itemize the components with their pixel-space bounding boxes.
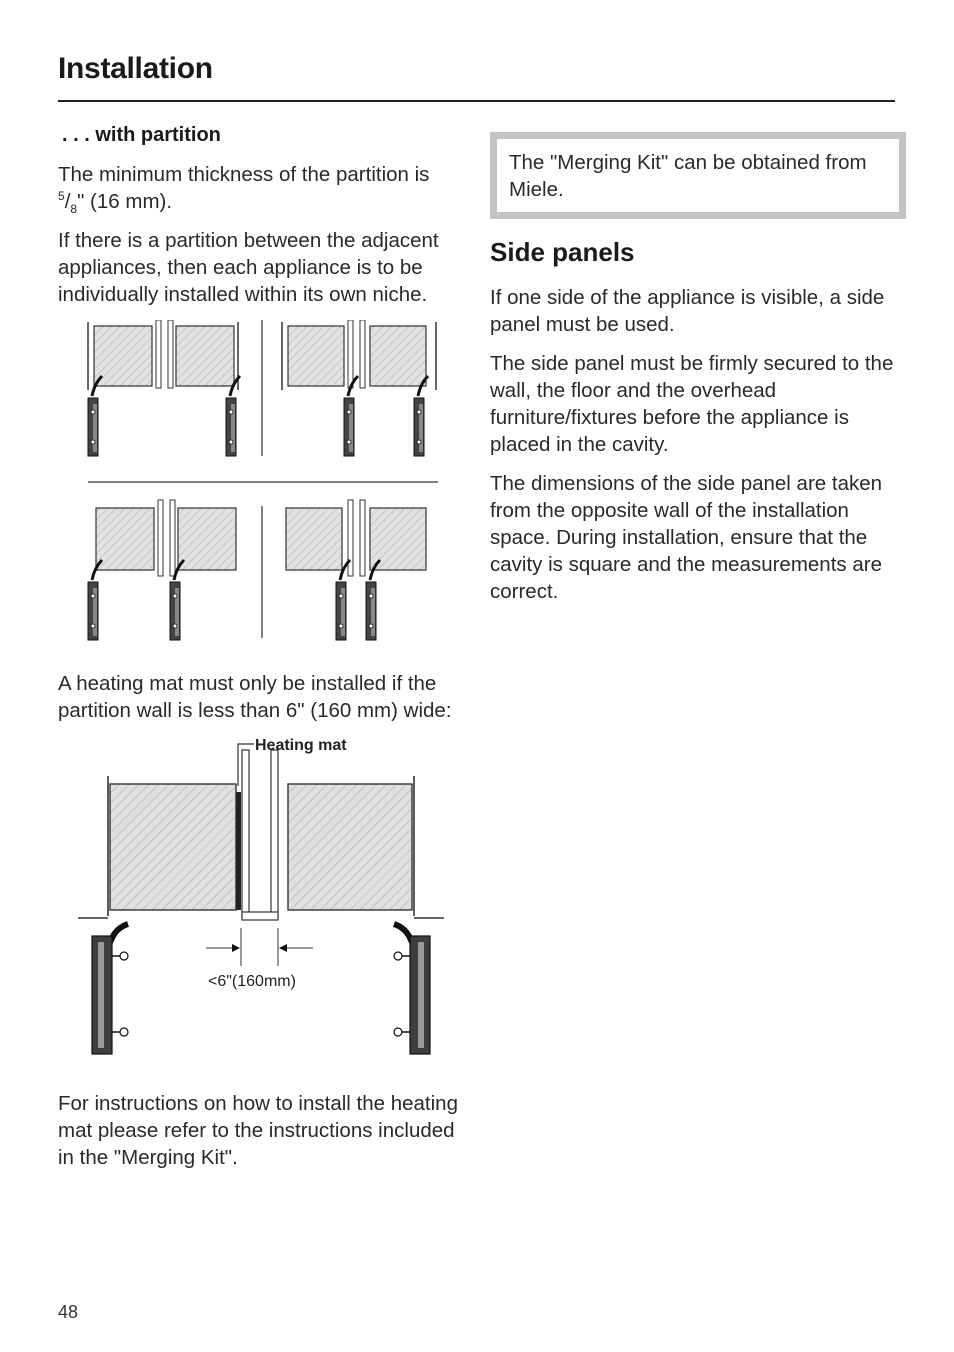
side-panel-visible-paragraph: If one side of the appliance is visible, a side panel must be used. bbox=[490, 286, 885, 336]
right-column bbox=[490, 132, 896, 617]
diagram-bottom-left bbox=[88, 500, 262, 640]
left-appliance bbox=[110, 784, 236, 910]
page-number: 48 bbox=[58, 1302, 79, 1322]
heating-mat-condition-paragraph: A heating mat must only be installed if the partition wall is less than 6" (160 mm) wide: bbox=[58, 672, 452, 722]
partition-installation-diagram bbox=[58, 320, 458, 660]
heating-mat-instructions-paragraph: For instructions on how to install the heating mat please refer to the instructions included in the "Merging Kit". bbox=[58, 1092, 458, 1169]
right-appliance bbox=[288, 784, 412, 910]
heating-mat-diagram bbox=[58, 736, 458, 1076]
diagram-top-right bbox=[282, 320, 436, 456]
side-panel-dimensions-paragraph: The dimensions of the side panel are taken from the opposite wall of the installation space. During installation, ensure that the cavity is square and the measurements are correct. bbox=[490, 472, 883, 603]
partition-width-label: <6"(160mm) bbox=[208, 973, 296, 990]
page-title: Installation bbox=[58, 52, 213, 85]
right-hinge-assembly bbox=[394, 924, 430, 1054]
heating-mat bbox=[236, 792, 241, 910]
partition-thickness-text: The minimum thickness of the partition is bbox=[58, 163, 430, 186]
left-column bbox=[58, 124, 458, 1183]
diagram-bottom-right bbox=[286, 500, 426, 640]
diagram-top-left bbox=[88, 320, 262, 456]
title-divider bbox=[58, 100, 895, 102]
side-panel-secure-paragraph: The side panel must be firmly secured to the wall, the floor and the overhead furniture/fixtures before the appliance is placed in the cavity. bbox=[490, 352, 894, 456]
partition-thickness-tail: " (16 mm). bbox=[77, 190, 173, 213]
side-panels-heading: Side panels bbox=[490, 237, 635, 267]
left-hinge-assembly bbox=[92, 924, 128, 1054]
fraction-denominator: 8 bbox=[70, 202, 78, 217]
fraction-numerator: 5 bbox=[58, 189, 65, 204]
merging-kit-note: The "Merging Kit" can be obtained from Miele. bbox=[490, 132, 906, 219]
partition-niche-paragraph: If there is a partition between the adjacent appliances, then each appliance is to be individually installed within its own niche. bbox=[58, 229, 439, 306]
with-partition-subheading: . . . with partition bbox=[62, 124, 221, 146]
partition-thickness-paragraph bbox=[58, 161, 458, 215]
heating-mat-label: Heating mat bbox=[255, 737, 347, 754]
fraction-separator: / bbox=[64, 190, 71, 213]
